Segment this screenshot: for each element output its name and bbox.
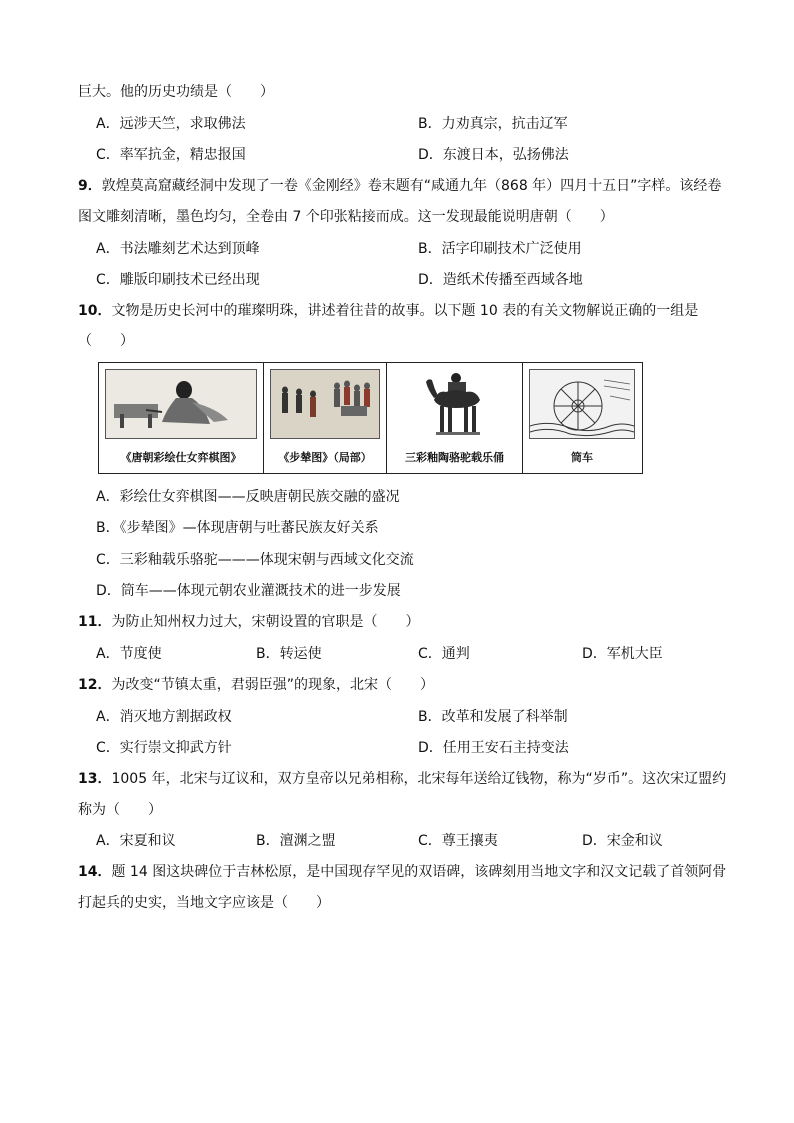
q9-option-a: A．书法雕刻艺术达到顶峰 [96,241,260,257]
figure-cell-bunian-painting [264,363,387,473]
camel-figurine-image [393,369,516,439]
q11-option-b: B．转运使 [256,646,322,662]
q12-option-d: D．任用王安石主持变法 [418,740,569,756]
q8-option-c: C．率军抗金，精忠报国 [96,147,246,163]
q9-option-d: D．造纸术传播至西域各地 [418,272,583,288]
question-10-stem [78,301,698,321]
question-13-stem [78,769,726,789]
q8-option-a: A．远涉天竺，求取佛法 [96,116,246,132]
question-13-line2: 称为（ ） [78,802,162,818]
question-9-line2: 图文雕刻清晰，墨色均匀，全卷由 7 个印张粘接而成。这一发现最能说明唐朝（ ） [78,209,614,225]
question-12-line1: 为改变“节镇太重，君弱臣强”的现象，北宋（ ） [111,677,434,693]
bunian-painting-image [270,369,380,439]
caption-waterwheel: 筒车 [571,451,593,464]
question-10-number: 10． [78,303,112,319]
figure-cell-camel-figurine [387,363,523,473]
figure-cell-waterwheel [523,363,641,473]
q11-option-c: C．通判 [418,646,470,662]
question-9-stem [78,176,721,196]
q12-option-c: C．实行崇文抑武方针 [96,740,232,756]
q13-option-c: C．尊王攘夷 [418,833,498,849]
question-11-stem [78,612,419,632]
artifact-figure-table [98,362,643,474]
q10-option-c: C．三彩釉载乐骆驼———体现宋朝与西域文化交流 [96,552,414,568]
question-14-stem [78,862,726,882]
q10-option-d: D．筒车——体现元朝农业灌溉技术的进一步发展 [96,583,401,599]
question-10-line2: （ ） [78,333,134,349]
q9-option-b: B．活字印刷技术广泛使用 [418,241,582,257]
question-12-number: 12． [78,677,112,693]
question-11-number: 11． [78,614,112,630]
caption-camel-figurine: 三彩釉陶骆驼载乐俑 [405,451,504,464]
q10-option-a: A．彩绘仕女弈棋图——反映唐朝民族交融的盛况 [96,489,400,505]
question-10-line1: 文物是历史长河中的璀璨明珠，讲述着往昔的故事。以下题 10 表的有关文物解说正确的一组是 [111,303,699,319]
q11-option-a: A．节度使 [96,646,162,662]
q8-option-b: B．力劝真宗，抗击辽军 [418,116,568,132]
question-14-number: 14． [78,864,112,880]
question-11-line1: 为防止知州权力过大，宋朝设置的官职是（ ） [111,614,420,630]
question-14-line2: 打起兵的史实，当地文字应该是（ ） [78,895,330,911]
q11-option-d: D．军机大臣 [582,646,663,662]
q9-option-c: C．雕版印刷技术已经出现 [96,272,260,288]
weiqi-painting-image [105,369,257,439]
q13-option-a: A．宋夏和议 [96,833,176,849]
question-12-stem [78,675,434,695]
q10-option-b: B．《步辇图》—体现唐朝与吐蕃民族友好关系 [96,520,379,536]
question-14-line1: 题 14 图这块碑位于吉林松原，是中国现存罕见的双语碑，该碑刻用当地文字和汉文记载了首领阿骨 [111,864,727,880]
question-9-line1: 敦煌莫高窟藏经洞中发现了一卷《金刚经》卷末题有“咸通九年（868 年）四月十五日”字样。该经卷 [101,178,722,194]
figure-cell-weiqi-painting [99,363,264,473]
q12-option-b: B．改革和发展了科举制 [418,709,568,725]
waterwheel-image [529,369,635,439]
question-9-number: 9． [78,178,102,194]
q12-option-a: A．消灭地方割据政权 [96,709,232,725]
question-13-line1: 1005 年，北宋与辽议和，双方皇帝以兄弟相称，北宋每年送给辽钱物，称为“岁币”。这次宋辽盟约 [111,771,727,787]
q13-option-b: B．澶渊之盟 [256,833,336,849]
q8-option-d: D．东渡日本，弘扬佛法 [418,147,569,163]
q13-option-d: D．宋金和议 [582,833,663,849]
question-13-number: 13． [78,771,112,787]
caption-weiqi-painting: 《唐朝彩绘仕女弈棋图》 [120,451,242,464]
question-8-tail: 巨大。他的历史功绩是（ ） [78,84,274,100]
caption-bunian-painting: 《步辇图》（局部） [278,451,372,464]
